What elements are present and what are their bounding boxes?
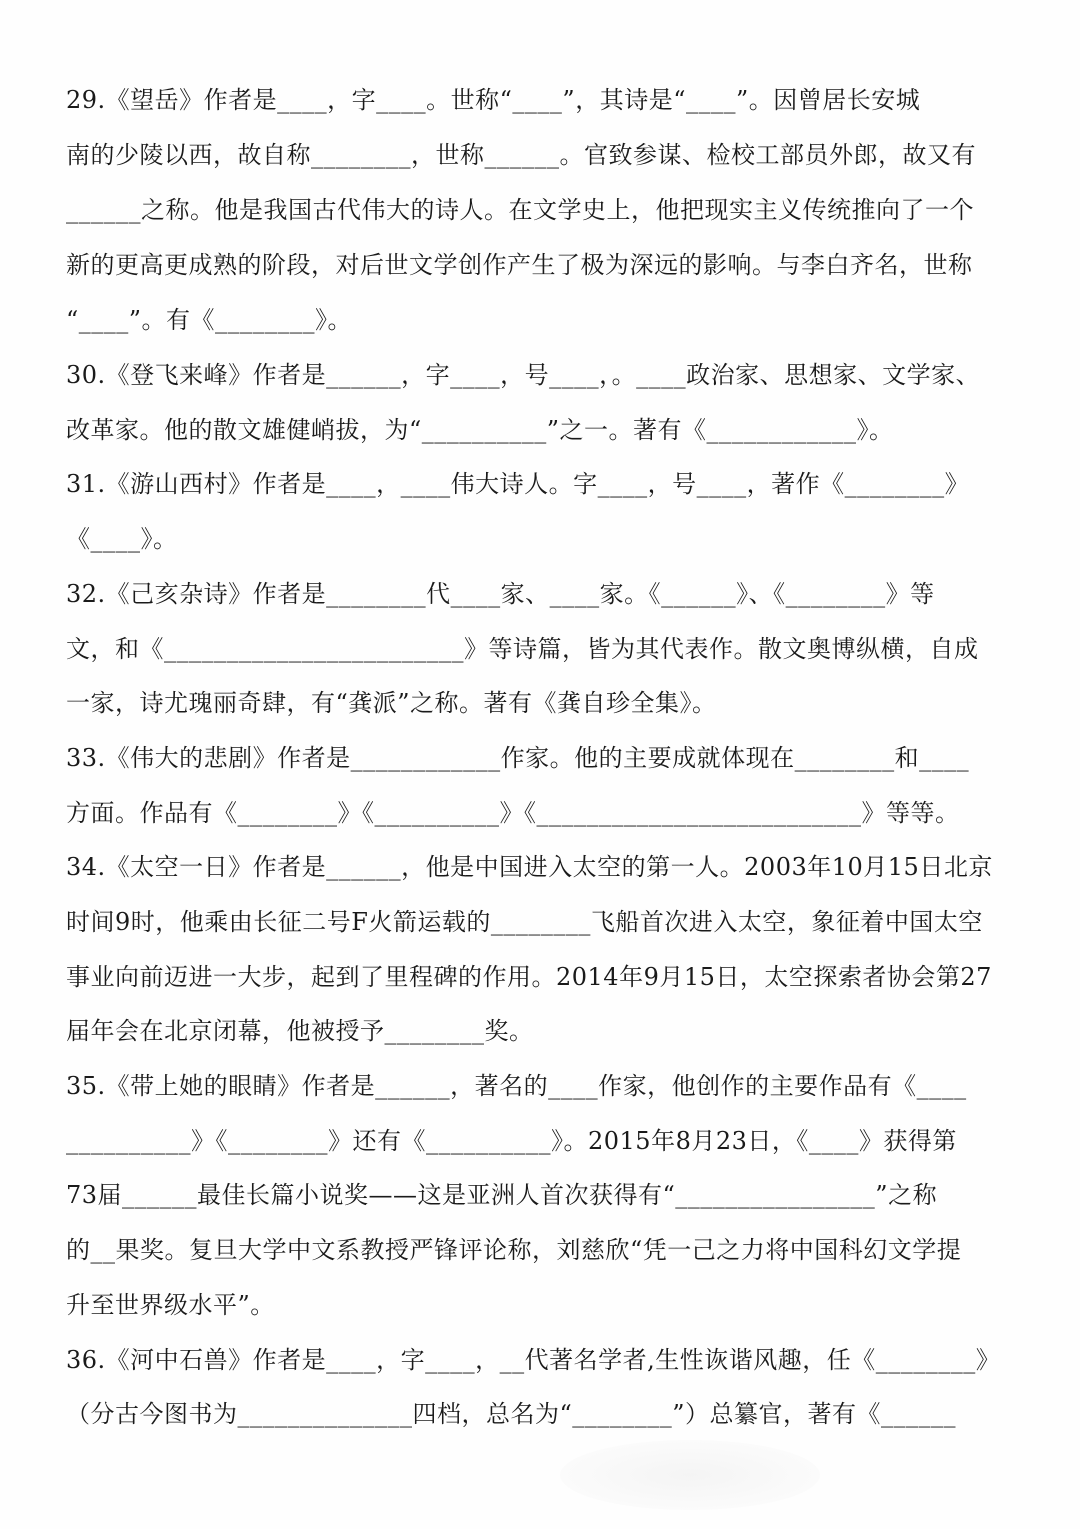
text-line: 35.《带上她的眼睛》作者是______，著名的____作家，他创作的主要作品有《____ [66, 1072, 967, 1100]
text-line: 南的少陵以西，故自称________，世称______。官致参谋、检校工部员外郎，故又有 [66, 141, 976, 169]
text-line: __________》《________》还有《__________》。2015年8月23日，《____》获得第 [66, 1127, 957, 1155]
text-line: 33.《伟大的悲剧》作者是____________作家。他的主要成就体现在________和____ [66, 744, 970, 772]
text-line: 73届______最佳长篇小说奖——这是亚洲人首次获得有“________________”之称 [66, 1181, 938, 1209]
text-line: 32.《己亥杂诗》作者是________代____家、____家。《______》、《________》等 [66, 580, 935, 608]
text-line: 30.《登飞来峰》作者是______，字____，号____，。____政治家、思想家、文学家、 [66, 361, 981, 389]
text-line: （分古今图书为______________四档，总名为“________”）总纂官，著有《______ [66, 1400, 957, 1428]
text-line: 34.《太空一日》作者是______，他是中国进入太空的第一人。2003年10月15日北京 [66, 853, 993, 881]
text-line: 升至世界级水平”。 [66, 1291, 275, 1319]
text-line: 改革家。他的散文雄健峭拔，为“__________”之一。著有《____________》。 [66, 416, 894, 444]
text-line: 31.《游山西村》作者是____，____伟大诗人。字____，号____，著作《________》 [66, 470, 970, 498]
paper-smudge [560, 1440, 820, 1510]
text-line: 新的更高更成熟的阶段，对后世文学创作产生了极为深远的影响。与李白齐名，世称 [66, 251, 973, 279]
text-line: 文，和《________________________》等诗篇，皆为其代表作。散文奥博纵横，自成 [66, 635, 979, 663]
text-line: 36.《河中石兽》作者是____，字____，__代著名学者,生性诙谐风趣，任《________》 [66, 1346, 1001, 1374]
text-line: 《____》。 [66, 525, 178, 553]
text-line: 的__果奖。复旦大学中文系教授严锋评论称，刘慈欣“凭一己之力将中国科幻文学提 [66, 1236, 962, 1264]
text-line: 届年会在北京闭幕，他被授予________奖。 [66, 1017, 534, 1045]
text-line: 方面。作品有《________》《__________》《__________________________》等等。 [66, 799, 960, 827]
text-line: 时间9时，他乘由长征二号F火箭运载的________飞船首次进入太空，象征着中国太空 [66, 908, 983, 936]
text-line: 事业向前迈进一大步，起到了里程碑的作用。2014年9月15日，太空探索者协会第27 [66, 963, 992, 991]
text-line: 一家，诗尤瑰丽奇肆，有“龚派”之称。著有《龚自珍全集》。 [66, 689, 717, 717]
text-line: ______之称。他是我国古代伟大的诗人。在文学史上，他把现实主义传统推向了一个 [66, 196, 974, 224]
text-line: “____”。有《________》。 [66, 306, 353, 334]
text-line: 29.《望岳》作者是____，字____。世称“____”，其诗是“____”。因曾居长安城 [66, 86, 921, 114]
